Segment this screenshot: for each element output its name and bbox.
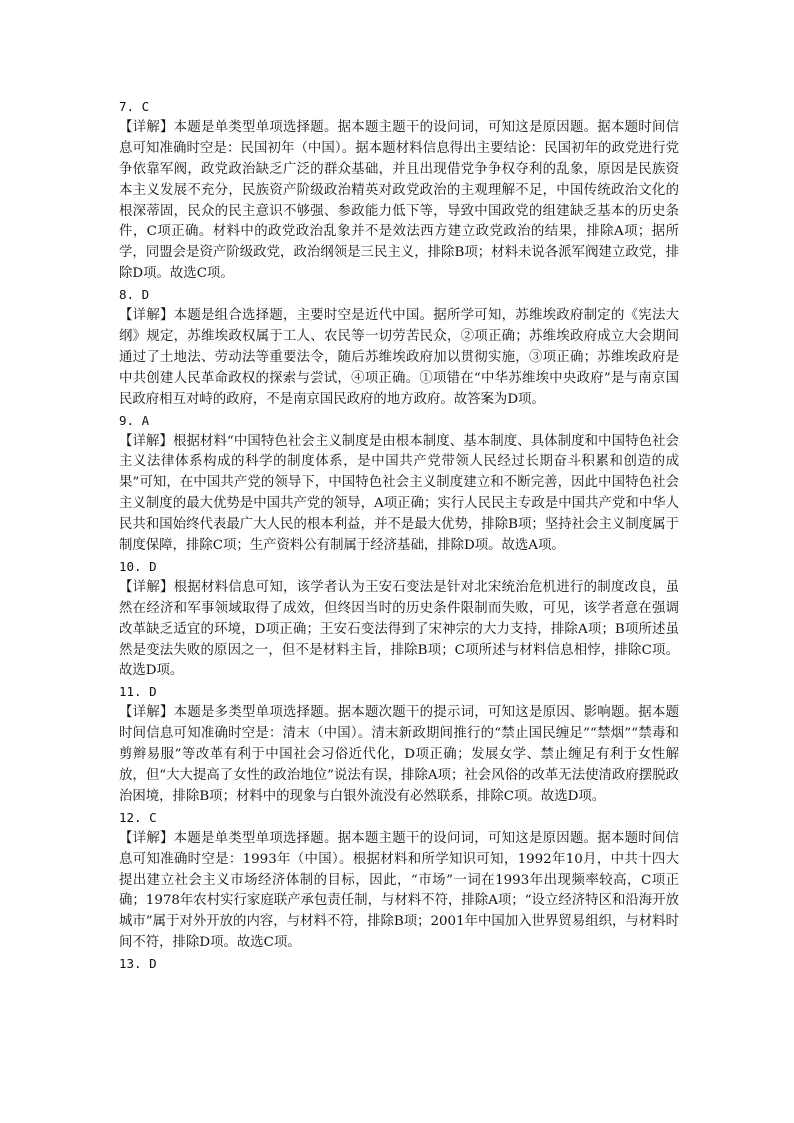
question-11-explanation: 【详解】本题是多类型单项选择题。据本题次题干的提示词，可知这是原因、影响题。据本题时间信息可知准确时空是：清末（中国）。清末新政期间推行的“禁止国民缠足”“禁烟”“禁毒和剪辫易服”等改革有利于中国社会习俗近代化，D项正确；发展女学、禁止缠足有利于女性解放，但“大大提高了女性的政治地位”说法有误，排除A项；社会风俗的改革无法使清政府摆脱政治困境，排除B项；材料中的现象与白银外流没有必然联系，排除C项。故选D项。 xyxy=(119,705,679,804)
question-7-answer: 7. C xyxy=(119,99,150,114)
question-13-answer: 13. D xyxy=(119,956,157,972)
question-9-explanation: 【详解】根据材料“中国特色社会主义制度是由根本制度、基本制度、具体制度和中国特色社会主义法律体系构成的科学的制度体系，是中国共产党带领人民经过长期奋斗积累和创造的成果”可知，在中国共产党的领导下，中国特色社会主义制度建立和不断完善，因此中国特色社会主义制度的最大优势是中国共产党的领导，A项正确；实行人民民主专政是中国共产党和中华人民共和国始终代表最广大人民的根本利益，并不是最大优势，排除B项；坚持社会主义制度属于制度保障，排除C项；生产资料公有制属于经济基础，排除D项。故选A项。 xyxy=(119,433,679,554)
question-11-answer: 11. D xyxy=(119,684,157,700)
answer-explanations xyxy=(119,97,679,975)
question-9-answer: 9. A xyxy=(119,412,150,428)
question-12-answer: 12. C xyxy=(119,809,157,825)
question-10-explanation: 【详解】根据材料信息可知，该学者认为王安石变法是针对北宋统治危机进行的制度改良，虽然在经济和军事领域取得了成效，但终因当时的历史条件限制而失败，可见，该学者意在强调改革缺乏适宜的环境，D项正确；王安石变法得到了宋神宗的大力支持，排除A项；B项所述虽然是变法失败的原因之一，但不是材料主旨，排除B项；C项所述与材料信息相悖，排除C项。故选D项。 xyxy=(119,579,679,679)
question-12-explanation: 【详解】本题是单类型单项选择题。据本题主题干的设问词，可知这是原因题。据本题时间信息可知准确时空是：1993年（中国）。根据材料和所学知识可知，1992年10月，中共十四大提出建立社会主义市场经济体制的目标，因此，“市场”一词在1993年出现频率较高，C项正确；1978年农村实行家庭联产承包责任制，与材料不符，排除A项；“设立经济特区和沿海开放城市”属于对外开放的内容，与材料不符，排除B项；2001年中国加入世界贸易组织，与材料时间不符，排除D项。故选C项。 xyxy=(119,830,679,951)
question-10-answer: 10. D xyxy=(119,558,157,574)
question-8-answer: 8. D xyxy=(119,287,150,303)
question-7-explanation: 【详解】本题是单类型单项选择题。据本题主题干的设问词，可知这是原因题。据本题时间信息可知准确时空是：民国初年（中国）。据本题材料信息得出主要结论：民国初年的政党进行党争依靠军阀，政党政治缺乏广泛的群众基础，并且出现借党争争权夺利的乱象，原因是民族资本主义发展不充分，民族资产阶级政治精英对政党政治的主观理解不足，中国传统政治文化的根深蒂固，民众的民主意识不够强、参政能力低下等，导致中国政党的组建缺乏基本的历史条件，C项正确。材料中的政党政治乱象并不是效法西方建立政党政治的结果，排除A项；据所学，同盟会是资产阶级政党，政治纲领是三民主义，排除B项；材料未说各派军阀建立政党，排除D项。故选C项。 xyxy=(119,119,679,282)
question-8-explanation: 【详解】本题是组合选择题，主要时空是近代中国。据所学可知，苏维埃政府制定的《宪法大纲》规定，苏维埃政权属于工人、农民等一切劳苦民众，②项正确；苏维埃政府成立大会期间通过了土地法、劳动法等重要法令，随后苏维埃政府加以贯彻实施，③项正确；苏维埃政府是中共创建人民革命政权的探索与尝试，④项正确。①项错在“中华苏维埃中央政府”是与南京国民政府相互对峙的政府，不是南京国民政府的地方政府。故答案为D项。 xyxy=(119,308,679,407)
